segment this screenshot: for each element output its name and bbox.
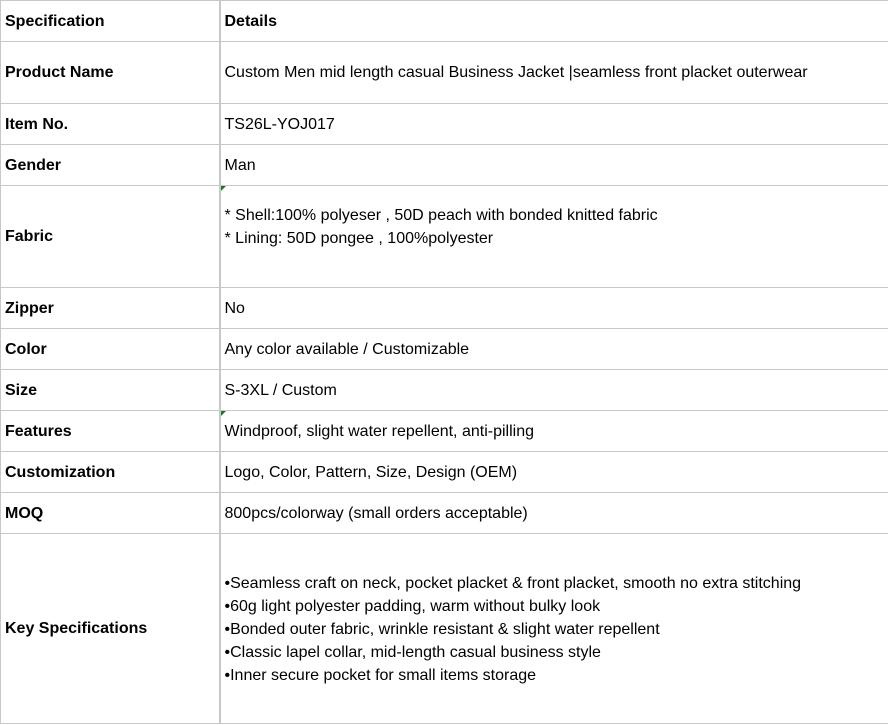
value-features: Windproof, slight water repellent, anti-pilling (224, 422, 534, 440)
label-moq: MOQ (1, 493, 220, 534)
label-size: Size (1, 370, 220, 411)
key-spec-item: •60g light polyester padding, warm without bulky look (224, 598, 601, 615)
fabric-line: * Lining: 50D pongee , 100%polyester (224, 230, 494, 247)
fabric-line: * Shell:100% polyeser , 50D peach with bonded knitted fabric (224, 207, 658, 224)
label-zipper: Zipper (1, 288, 220, 329)
label-color: Color (1, 329, 220, 370)
label-features: Features (1, 411, 220, 452)
label-item-no: Item No. (1, 104, 220, 145)
label-gender: Gender (1, 145, 220, 186)
table-row-fabric (1, 186, 888, 288)
key-spec-item: •Inner secure pocket for small items storage (224, 667, 537, 684)
table-header-row (1, 1, 888, 42)
header-specification: Specification (1, 1, 220, 42)
value-features-cell (220, 411, 888, 452)
comment-marker-icon (221, 186, 226, 191)
value-moq: 800pcs/colorway (small orders acceptable) (220, 493, 888, 534)
value-product-name: Custom Men mid length casual Business Jacket |seamless front placket outerwear (220, 42, 888, 104)
label-customization: Customization (1, 452, 220, 493)
table-row-product-name (1, 42, 888, 104)
value-gender: Man (220, 145, 888, 186)
table-row-moq (1, 493, 888, 534)
table-row-zipper (1, 288, 888, 329)
table-row-size (1, 370, 888, 411)
value-color: Any color available / Customizable (220, 329, 888, 370)
value-size: S-3XL / Custom (220, 370, 888, 411)
value-fabric (220, 186, 888, 288)
value-customization: Logo, Color, Pattern, Size, Design (OEM) (220, 452, 888, 493)
label-fabric: Fabric (1, 186, 220, 288)
table-row-gender (1, 145, 888, 186)
key-spec-item: •Seamless craft on neck, pocket placket & front placket, smooth no extra stitching (224, 575, 802, 592)
table-row-features (1, 411, 888, 452)
value-key-specifications (220, 534, 888, 724)
table-row-key-specifications (1, 534, 888, 724)
label-product-name: Product Name (1, 42, 220, 104)
value-item-no: TS26L-YOJ017 (220, 104, 888, 145)
header-details: Details (220, 1, 888, 42)
table-row-item-no (1, 104, 888, 145)
label-key-specifications: Key Specifications (1, 534, 220, 724)
key-spec-item: •Bonded outer fabric, wrinkle resistant & slight water repellent (224, 621, 660, 638)
table-row-color (1, 329, 888, 370)
key-spec-item: •Classic lapel collar, mid-length casual business style (224, 644, 601, 661)
value-zipper: No (220, 288, 888, 329)
comment-marker-icon (221, 411, 226, 416)
table-row-customization (1, 452, 888, 493)
